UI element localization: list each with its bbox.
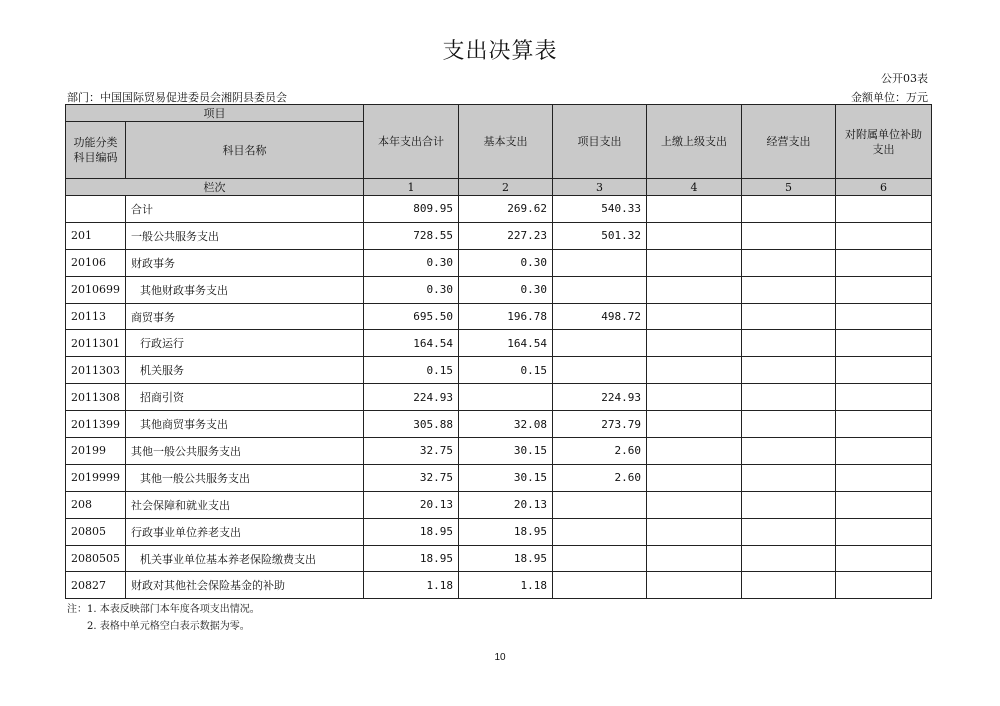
amount-cell: 18.95	[459, 518, 553, 545]
subject-name-cell: 机关服务	[126, 357, 364, 384]
amount-cell	[742, 491, 836, 518]
subject-name-cell: 商贸事务	[126, 303, 364, 330]
amount-cell: 1.18	[364, 572, 459, 599]
amount-cell	[836, 518, 932, 545]
amount-cell	[836, 357, 932, 384]
header-row-project	[66, 105, 932, 122]
amount-cell	[742, 330, 836, 357]
subject-name-cell: 一般公共服务支出	[126, 222, 364, 249]
amount-cell: 0.30	[364, 249, 459, 276]
amount-cell: 501.32	[553, 222, 647, 249]
footnote-1: 注：1. 本表反映部门本年度各项支出情况。	[67, 604, 260, 615]
amount-cell	[647, 222, 742, 249]
func-code-cell: 2011399	[66, 411, 126, 438]
table-row	[66, 276, 932, 303]
amount-cell	[836, 249, 932, 276]
amount-cell: 305.88	[364, 411, 459, 438]
footnote-2: 2. 表格中单元格空白表示数据为零。	[87, 621, 250, 632]
amount-cell	[836, 464, 932, 491]
amount-cell: 269.62	[459, 196, 553, 223]
amount-cell	[836, 438, 932, 465]
func-code-cell: 2011301	[66, 330, 126, 357]
subject-name-cell: 其他商贸事务支出	[126, 411, 364, 438]
column-number: 1	[364, 179, 459, 196]
amount-cell	[836, 411, 932, 438]
amount-cell	[742, 303, 836, 330]
func-code-cell: 2080505	[66, 545, 126, 572]
amount-cell	[553, 276, 647, 303]
subject-name-cell: 行政事业单位养老支出	[126, 518, 364, 545]
amount-cell	[647, 196, 742, 223]
func-code-cell: 20199	[66, 438, 126, 465]
amount-cell	[836, 545, 932, 572]
func-code-cell: 208	[66, 491, 126, 518]
amount-cell	[553, 249, 647, 276]
amount-cell: 20.13	[459, 491, 553, 518]
amount-cell	[836, 384, 932, 411]
amount-cell	[647, 303, 742, 330]
column-number: 4	[647, 179, 742, 196]
amount-cell	[742, 518, 836, 545]
amount-cell: 2.60	[553, 438, 647, 465]
amount-unit-label: 金额单位：万元	[851, 91, 928, 104]
table-row	[66, 249, 932, 276]
amount-cell: 728.55	[364, 222, 459, 249]
amount-cell	[742, 196, 836, 223]
amount-cell: 2.60	[553, 464, 647, 491]
header-subject-name: 科目名称	[126, 122, 364, 179]
form-code: 公开03表	[881, 72, 928, 85]
subject-name-cell: 财政事务	[126, 249, 364, 276]
subject-name-cell: 社会保障和就业支出	[126, 491, 364, 518]
amount-cell	[459, 384, 553, 411]
amount-cell	[553, 357, 647, 384]
amount-cell: 20.13	[364, 491, 459, 518]
amount-cell	[742, 249, 836, 276]
amount-cell: 18.95	[364, 545, 459, 572]
amount-cell: 695.50	[364, 303, 459, 330]
amount-cell	[836, 196, 932, 223]
subject-name-cell: 招商引资	[126, 384, 364, 411]
amount-cell: 227.23	[459, 222, 553, 249]
header-col-3: 项目支出	[553, 105, 647, 179]
amount-cell	[836, 491, 932, 518]
amount-cell	[742, 384, 836, 411]
amount-cell	[647, 491, 742, 518]
amount-cell	[742, 276, 836, 303]
header-col-6: 对附属单位补助支出	[836, 105, 932, 179]
amount-cell	[742, 464, 836, 491]
subject-name-cell: 其他一般公共服务支出	[126, 438, 364, 465]
func-code-cell: 201	[66, 222, 126, 249]
table-row	[66, 330, 932, 357]
func-code-cell: 20106	[66, 249, 126, 276]
amount-cell: 273.79	[553, 411, 647, 438]
header-col-1: 本年支出合计	[364, 105, 459, 179]
func-code-cell: 20113	[66, 303, 126, 330]
amount-cell	[742, 222, 836, 249]
amount-cell: 809.95	[364, 196, 459, 223]
table-row	[66, 438, 932, 465]
amount-cell: 0.30	[459, 276, 553, 303]
func-code-cell: 20805	[66, 518, 126, 545]
amount-cell: 30.15	[459, 438, 553, 465]
amount-cell	[742, 572, 836, 599]
column-number: 6	[836, 179, 932, 196]
amount-cell	[742, 545, 836, 572]
table-row	[66, 303, 932, 330]
amount-cell: 164.54	[459, 330, 553, 357]
header-row-label: 栏次	[66, 179, 364, 196]
amount-cell	[647, 330, 742, 357]
amount-cell	[647, 249, 742, 276]
table-row	[66, 491, 932, 518]
department-label: 部门：中国国际贸易促进委员会湘阴县委员会	[67, 91, 287, 104]
amount-cell	[836, 222, 932, 249]
func-code-cell	[66, 196, 126, 223]
header-project: 项目	[66, 105, 364, 122]
func-code-cell: 2019999	[66, 464, 126, 491]
amount-cell: 0.15	[364, 357, 459, 384]
func-code-cell: 20827	[66, 572, 126, 599]
expenditure-table	[65, 104, 932, 599]
amount-cell	[836, 276, 932, 303]
amount-cell: 0.30	[459, 249, 553, 276]
amount-cell: 0.30	[364, 276, 459, 303]
subject-name-cell: 财政对其他社会保险基金的补助	[126, 572, 364, 599]
table-row	[66, 384, 932, 411]
amount-cell	[742, 357, 836, 384]
amount-cell	[647, 276, 742, 303]
footnotes	[67, 601, 260, 635]
table-row	[66, 518, 932, 545]
amount-cell	[742, 438, 836, 465]
page-title: 支出决算表	[442, 39, 558, 64]
table-row	[66, 357, 932, 384]
column-number: 5	[742, 179, 836, 196]
subject-name-cell: 机关事业单位基本养老保险缴费支出	[126, 545, 364, 572]
amount-cell	[647, 464, 742, 491]
header-row-column-numbers	[66, 179, 932, 196]
subject-name-cell: 其他财政事务支出	[126, 276, 364, 303]
amount-cell: 30.15	[459, 464, 553, 491]
amount-cell	[553, 518, 647, 545]
table-row	[66, 464, 932, 491]
table-row	[66, 545, 932, 572]
amount-cell: 0.15	[459, 357, 553, 384]
amount-cell	[647, 357, 742, 384]
amount-cell: 164.54	[364, 330, 459, 357]
amount-cell	[647, 545, 742, 572]
amount-cell: 1.18	[459, 572, 553, 599]
amount-cell: 18.95	[364, 518, 459, 545]
amount-cell	[647, 411, 742, 438]
amount-cell	[553, 491, 647, 518]
header-func-code: 功能分类科目编码	[66, 122, 126, 179]
subject-name-cell: 合计	[126, 196, 364, 223]
amount-cell: 224.93	[553, 384, 647, 411]
column-number: 3	[553, 179, 647, 196]
amount-cell	[553, 545, 647, 572]
func-code-cell: 2011303	[66, 357, 126, 384]
table-row	[66, 222, 932, 249]
amount-cell: 498.72	[553, 303, 647, 330]
amount-cell	[647, 518, 742, 545]
amount-cell: 18.95	[459, 545, 553, 572]
page-number: 10	[494, 652, 506, 663]
table-row	[66, 196, 932, 223]
func-code-cell: 2010699	[66, 276, 126, 303]
amount-cell: 196.78	[459, 303, 553, 330]
amount-cell	[647, 384, 742, 411]
header-col-2: 基本支出	[459, 105, 553, 179]
amount-cell: 32.75	[364, 464, 459, 491]
column-number: 2	[459, 179, 553, 196]
amount-cell: 540.33	[553, 196, 647, 223]
amount-cell	[553, 330, 647, 357]
header-col-4: 上缴上级支出	[647, 105, 742, 179]
func-code-cell: 2011308	[66, 384, 126, 411]
amount-cell	[553, 572, 647, 599]
amount-cell	[647, 438, 742, 465]
amount-cell: 32.75	[364, 438, 459, 465]
header-col-5: 经营支出	[742, 105, 836, 179]
amount-cell	[836, 303, 932, 330]
table-row	[66, 411, 932, 438]
amount-cell	[836, 330, 932, 357]
amount-cell	[836, 572, 932, 599]
amount-cell: 32.08	[459, 411, 553, 438]
subject-name-cell: 行政运行	[126, 330, 364, 357]
amount-cell	[742, 411, 836, 438]
table-row	[66, 572, 932, 599]
subject-name-cell: 其他一般公共服务支出	[126, 464, 364, 491]
amount-cell	[647, 572, 742, 599]
amount-cell: 224.93	[364, 384, 459, 411]
